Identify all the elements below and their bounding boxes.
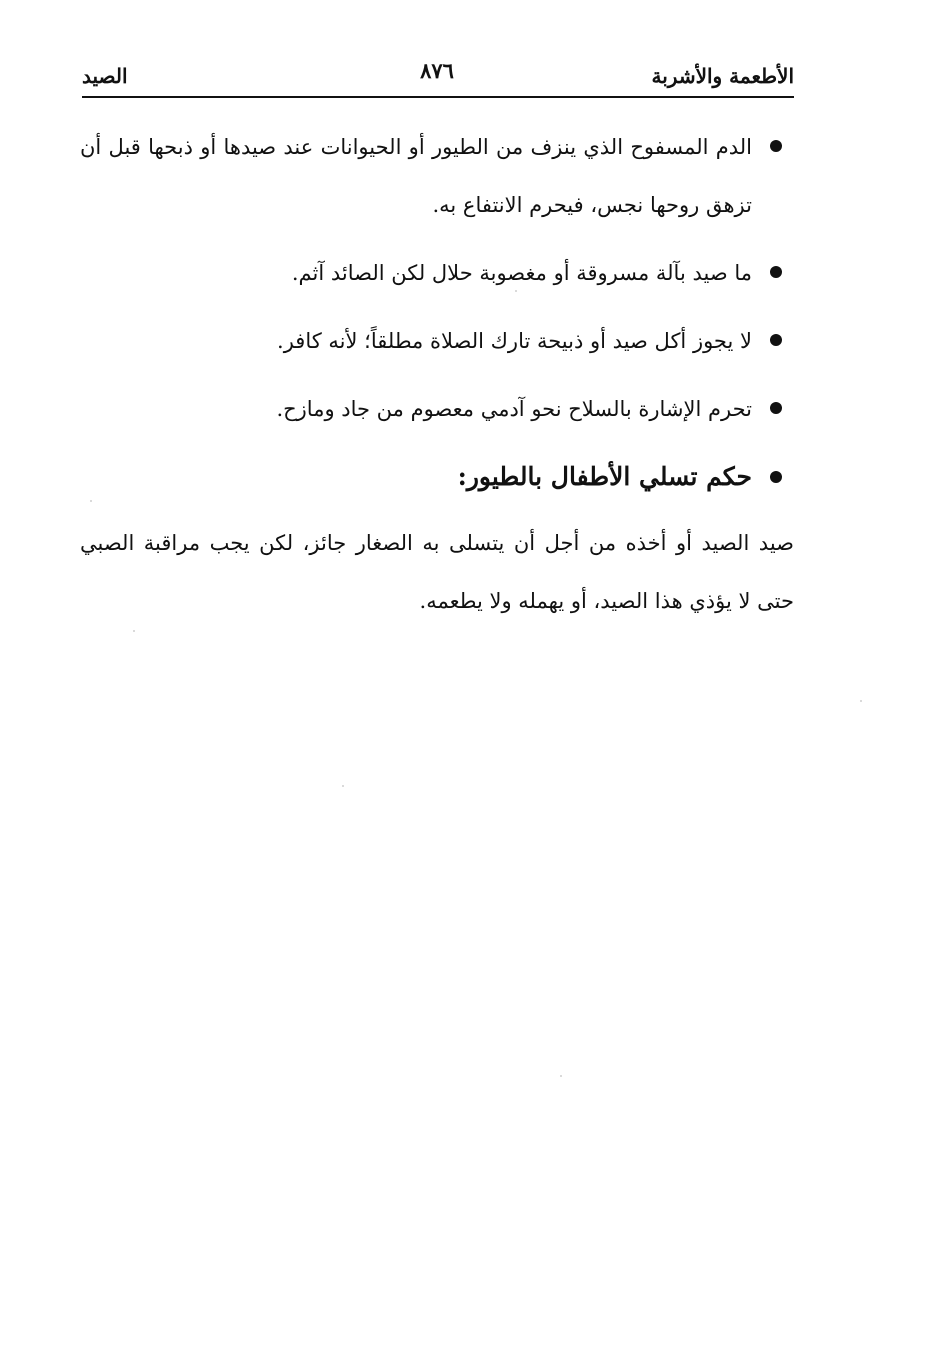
scan-speck <box>90 500 92 502</box>
bullet-text: الدم المسفوح الذي ينزف من الطيور أو الحيوانات عند صيدها أو ذبحها قبل أن تزهق روحها نجس، فيحرم الانتفاع به. <box>80 135 752 217</box>
chapter-title: الصيد <box>82 64 128 88</box>
scan-speck <box>342 785 344 787</box>
bullet-item <box>80 244 794 302</box>
section-heading-text: حكم تسلي الأطفال بالطيور: <box>457 462 752 491</box>
bullet-icon <box>770 266 782 278</box>
book-title: الأطعمة والأشربة <box>651 64 794 88</box>
scan-speck <box>133 630 135 632</box>
bullet-icon <box>770 471 782 483</box>
bullet-text: لا يجوز أكل صيد أو ذبيحة تارك الصلاة مطلقاً؛ لأنه كافر. <box>277 329 752 353</box>
section-heading <box>80 448 794 506</box>
bullet-icon <box>770 334 782 346</box>
bullet-icon <box>770 140 782 152</box>
page-number: ٨٧٦ <box>420 58 454 83</box>
page-header <box>82 58 794 98</box>
scan-speck <box>560 1075 562 1077</box>
bullet-item <box>80 380 794 438</box>
scan-speck <box>860 700 862 702</box>
section-paragraph: صيد الصيد أو أخذه من أجل أن يتسلى به الصغار جائز، لكن يجب مراقبة الصبي حتى لا يؤذي هذا الصيد، أو يهمله ولا يطعمه. <box>80 531 794 613</box>
bullet-icon <box>770 402 782 414</box>
bullet-text: تحرم الإشارة بالسلاح نحو آدمي معصوم من جاد ومازح. <box>276 397 752 421</box>
page-content <box>80 118 794 630</box>
bullet-item <box>80 118 794 234</box>
scan-speck <box>515 290 517 292</box>
bullet-text: ما صيد بآلة مسروقة أو مغصوبة حلال لكن الصائد آثم. <box>291 261 752 285</box>
bullet-item <box>80 312 794 370</box>
